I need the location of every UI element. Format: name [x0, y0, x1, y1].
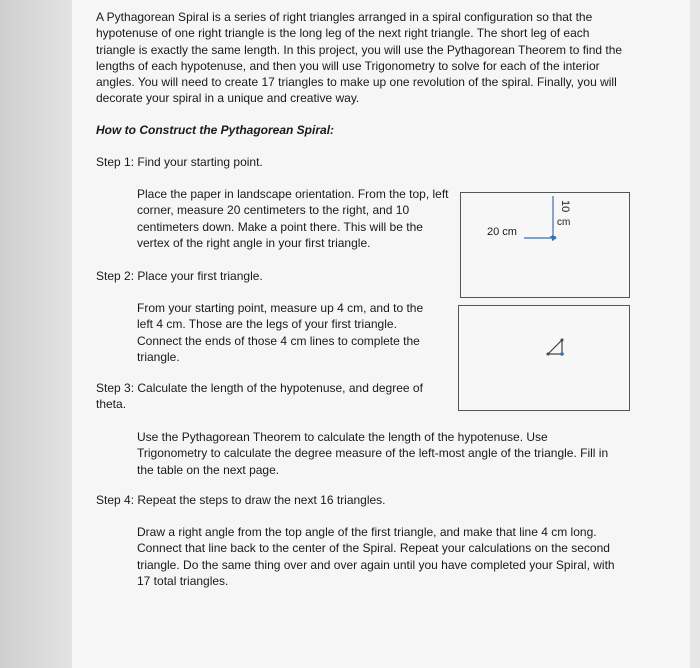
step3-body: Use the Pythagorean Theorem to calculate the length of the hypotenuse. Use Trigonometry to calculate the degree measure of the left-most angle of the triangle. Fill in the table on the next page.	[137, 430, 609, 477]
step1-title: Step 1: Find your starting point.	[96, 155, 263, 169]
step3-title: Step 3: Calculate the length of the hypotenuse, and degree of theta.	[96, 381, 423, 412]
first-triangle	[548, 340, 562, 354]
vertical-measure-unit: cm	[557, 217, 571, 228]
triangle-vertex-dot	[560, 352, 564, 356]
step4-title: Step 4: Repeat the steps to draw the next 16 triangles.	[96, 493, 386, 507]
triangle-top-dot	[561, 339, 564, 342]
intro-paragraph: A Pythagorean Spiral is a series of right triangles arranged in a spiral configuration so that the hypotenuse of one right triangle is the long leg of the next right triangle. The short leg of each triangle is exactly the same length. In this project, you will use the Pythagorean Theorem to find the lengths of each hypotenuse, and then you will use Trigonometry to solve for each of the interior angles. You will need to create 17 triangles to make up one revolution of the spiral. Finally, you will decorate your spiral in a unique and creative way.	[96, 10, 623, 106]
step1-body: Place the paper in landscape orientation. From the top, left corner, measure 20 centimeters to the right, and 10 centimeters down. Make a point there. This will be the vertex of the right angle in your first triangle.	[137, 187, 449, 250]
step2-body: From your starting point, measure up 4 cm, and to the left 4 cm. Those are the legs of your first triangle. Connect the ends of those 4 cm lines to complete the triangle.	[137, 301, 424, 364]
vertical-measure-number: 10	[559, 200, 571, 213]
step4-body: Draw a right angle from the top angle of the first triangle, and make that line 4 cm long. Connect that line back to the center of the Spiral. Repeat your calculations on the second triangle. Do the same thing over and over again until you have completed your Spiral, with 17 total triangles.	[137, 525, 615, 588]
triangle-left-dot	[547, 353, 550, 356]
step2-title: Step 2: Place your first triangle.	[96, 269, 263, 283]
horizontal-measure-label: 20 cm	[487, 226, 517, 238]
section-heading: How to Construct the Pythagorean Spiral:	[96, 123, 335, 137]
